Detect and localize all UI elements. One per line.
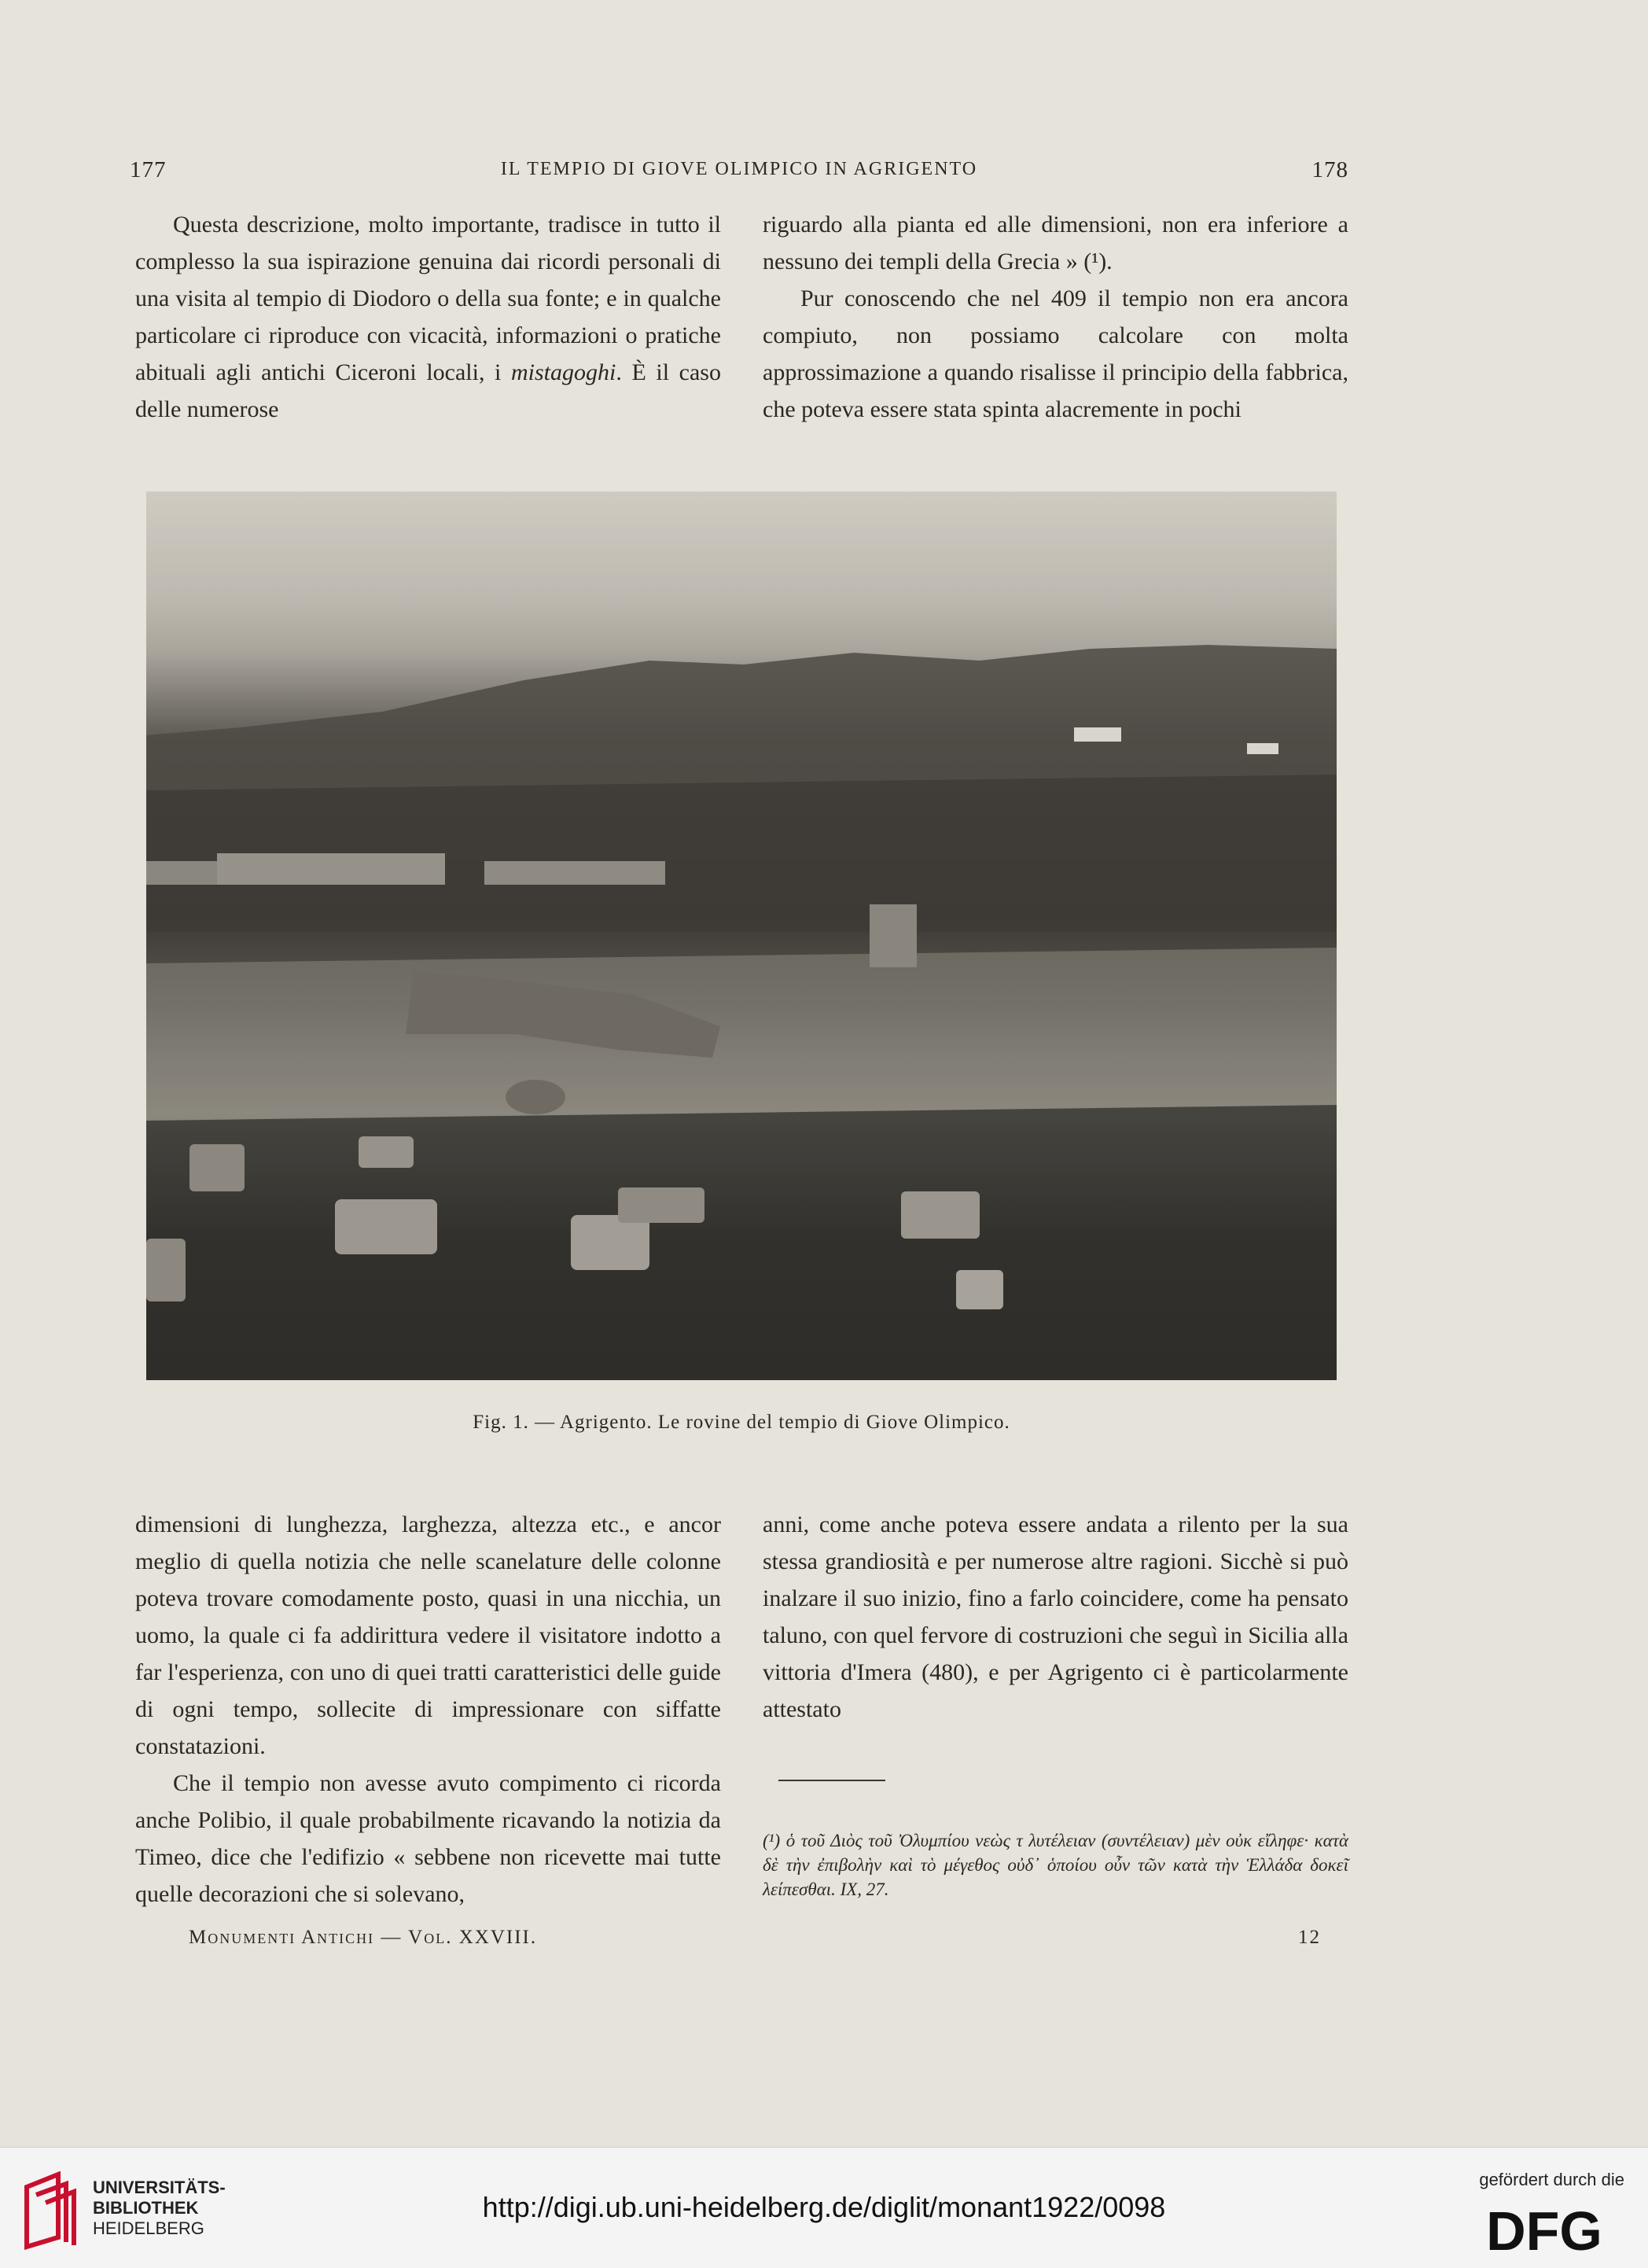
signature-number: 12 — [1298, 1927, 1321, 1948]
italic-term: mistagoghi — [511, 359, 616, 385]
column-right-bottom — [763, 1506, 1348, 1728]
dfg-logo-icon[interactable] — [1466, 2201, 1623, 2256]
funded-by-label: gefördert durch die — [1479, 2170, 1624, 2189]
paragraph: riguardo alla pianta ed alle dimensioni, non era inferiore a nessuno dei templi della Grecia » (¹). — [763, 212, 1348, 274]
footnote-rule — [778, 1780, 885, 1781]
footnote: (¹) ὁ τοῦ Διὸς τοῦ Ὀλυμπίου νεὼς τ λυτέλειαν (συντέλειαν) μὲν οὐκ εἴληφε· κατὰ δὲ τὴν ἐπιβολὴν καὶ τὸ μέγεθος οὐδ᾽ ὁποίου οὖν τῶν κατὰ τὴν Ἑλλάδα δοκεῖ λείπεσθαι. IX, 27. — [763, 1831, 1348, 1899]
paragraph-text: . È il caso delle numerose — [135, 359, 721, 422]
column-left-top — [135, 206, 721, 428]
running-title: IL TEMPIO DI GIOVE OLIMPICO IN AGRIGENTO — [500, 159, 978, 179]
library-name-line: HEIDELBERG — [93, 2218, 204, 2238]
page-footer — [189, 1927, 1321, 1958]
library-name-line: BIBLIOTHEK — [93, 2198, 199, 2218]
column-right-top — [763, 206, 1348, 428]
permalink-url[interactable]: http://digi.ub.uni-heidelberg.de/diglit/monant1922/0098 — [482, 2191, 1166, 2223]
library-name-line: UNIVERSITÄTS- — [93, 2178, 226, 2197]
paragraph: anni, come anche poteva essere andata a rilento per la sua stessa grandiosità e per numerose altre ragioni. Sicchè si può inalzare il suo inizio, fino a farlo coincidere, come ha pensato taluno, con quel fervore di costruzioni che seguì in Sicilia alla vittoria d'Imera (480), e per Agrigento ci è particolarmente attestato — [763, 1511, 1348, 1722]
figure-photo-ruins — [146, 492, 1337, 1380]
photo-illustration — [146, 492, 1337, 1380]
paragraph: dimensioni di lunghezza, larghezza, altezza etc., e ancor meglio di quella notizia che nelle scanelature delle colonne poteva trovare comodamente posto, quasi in una nicchia, un uomo, la quale ci fa addirittura vedere il visitatore indotto a far l'esperienza, con uno di quei tratti caratteristici delle guide di ogni tempo, sollecite di impressionare con siffatte constatazioni. — [135, 1511, 721, 1759]
page-header — [130, 157, 1348, 189]
dfg-logo-text: DFG — [1486, 2201, 1602, 2256]
paragraph — [135, 206, 721, 428]
page-number-left: 177 — [130, 157, 167, 182]
viewer-bar — [0, 2147, 1648, 2268]
paragraph: Che il tempio non avesse avuto compimento ci ricorda anche Polibio, il quale probabilmente ricavando la notizia da Timeo, dice che l'edifizio « sebbene non ricevette mai tutte quelle decorazioni che si solevano, — [135, 1770, 721, 1907]
column-left-bottom — [135, 1506, 721, 1913]
figure-caption: Fig. 1. — Agrigento. Le rovine del tempio di Giove Olimpico. — [473, 1412, 1010, 1433]
paragraph: Pur conoscendo che nel 409 il tempio non era ancora compiuto, non possiamo calcolare con molta approssimazione a quando risalisse il principio della fabbrica, che poteva essere stata spinta alacremente in pochi — [763, 285, 1348, 422]
paragraph-text: Questa descrizione, molto importante, tradisce in tutto il complesso la sua ispirazione genuina dai ricordi personali di una visita al tempio di Diodoro o della sua fonte; e in qualche particolare ci riproduce con vicacità, informazioni o pratiche abituali agli antichi Ciceroni locali, i — [135, 212, 721, 385]
page-number-right: 178 — [1311, 157, 1348, 182]
journal-signature: Monumenti Antichi — Vol. XXVIII. — [189, 1927, 538, 1948]
